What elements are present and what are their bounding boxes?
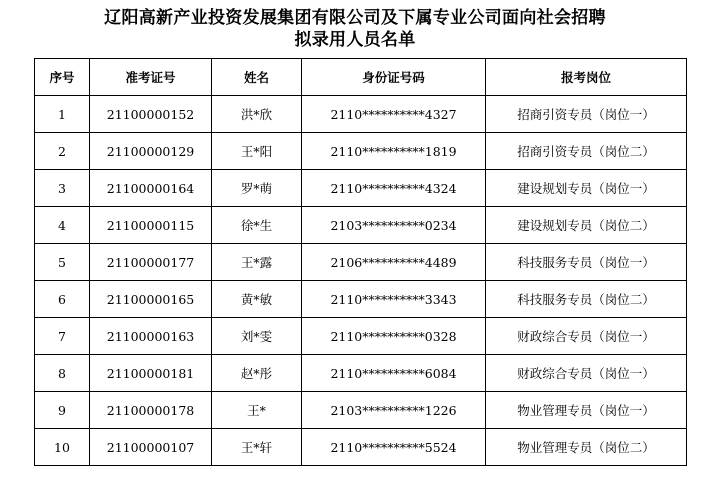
- header-serial: 序号: [35, 59, 90, 96]
- cell-exam-ticket: 21100000181: [90, 355, 212, 392]
- cell-position: 招商引资专员（岗位一）: [486, 96, 687, 133]
- document-title: 辽阳高新产业投资发展集团有限公司及下属专业公司面向社会招聘: [104, 8, 606, 28]
- hire-list-table: [34, 58, 687, 466]
- cell-id-number: 2110**********4324: [302, 170, 486, 207]
- cell-name: 王*轩: [212, 429, 302, 466]
- cell-exam-ticket: 21100000129: [90, 133, 212, 170]
- cell-exam-ticket: 21100000164: [90, 170, 212, 207]
- header-exam-ticket: 准考证号: [90, 59, 212, 96]
- document-subtitle: 拟录用人员名单: [294, 30, 416, 50]
- header-position: 报考岗位: [486, 59, 687, 96]
- table-row: [35, 133, 687, 170]
- cell-serial: 2: [35, 133, 90, 170]
- cell-position: 物业管理专员（岗位二）: [486, 429, 687, 466]
- cell-serial: 7: [35, 318, 90, 355]
- cell-name: 王*阳: [212, 133, 302, 170]
- cell-name: 赵*彤: [212, 355, 302, 392]
- cell-exam-ticket: 21100000107: [90, 429, 212, 466]
- cell-id-number: 2110**********1819: [302, 133, 486, 170]
- cell-serial: 6: [35, 281, 90, 318]
- cell-name: 罗*萌: [212, 170, 302, 207]
- cell-name: 洪*欣: [212, 96, 302, 133]
- cell-id-number: 2103**********0234: [302, 207, 486, 244]
- cell-exam-ticket: 21100000152: [90, 96, 212, 133]
- table-header-row: [35, 59, 687, 96]
- cell-id-number: 2110**********6084: [302, 355, 486, 392]
- cell-name: 徐*生: [212, 207, 302, 244]
- cell-name: 黄*敏: [212, 281, 302, 318]
- cell-exam-ticket: 21100000178: [90, 392, 212, 429]
- table-row: [35, 170, 687, 207]
- table-row: [35, 244, 687, 281]
- cell-id-number: 2103**********1226: [302, 392, 486, 429]
- cell-serial: 1: [35, 96, 90, 133]
- cell-position: 建设规划专员（岗位二）: [486, 207, 687, 244]
- cell-position: 科技服务专员（岗位一）: [486, 244, 687, 281]
- cell-name: 刘*雯: [212, 318, 302, 355]
- cell-id-number: 2110**********4327: [302, 96, 486, 133]
- cell-name: 王*: [212, 392, 302, 429]
- cell-serial: 10: [35, 429, 90, 466]
- table-row: [35, 392, 687, 429]
- cell-position: 财政综合专员（岗位一）: [486, 355, 687, 392]
- cell-exam-ticket: 21100000177: [90, 244, 212, 281]
- cell-id-number: 2106**********4489: [302, 244, 486, 281]
- cell-position: 建设规划专员（岗位一）: [486, 170, 687, 207]
- cell-position: 物业管理专员（岗位一）: [486, 392, 687, 429]
- cell-exam-ticket: 21100000163: [90, 318, 212, 355]
- table-row: [35, 207, 687, 244]
- cell-exam-ticket: 21100000165: [90, 281, 212, 318]
- cell-name: 王*露: [212, 244, 302, 281]
- table-row: [35, 318, 687, 355]
- table-row: [35, 355, 687, 392]
- table-row: [35, 96, 687, 133]
- cell-id-number: 2110**********3343: [302, 281, 486, 318]
- cell-serial: 3: [35, 170, 90, 207]
- header-name: 姓名: [212, 59, 302, 96]
- table-row: [35, 281, 687, 318]
- header-id-number: 身份证号码: [302, 59, 486, 96]
- cell-id-number: 2110**********5524: [302, 429, 486, 466]
- cell-serial: 5: [35, 244, 90, 281]
- cell-serial: 4: [35, 207, 90, 244]
- cell-serial: 9: [35, 392, 90, 429]
- cell-id-number: 2110**********0328: [302, 318, 486, 355]
- cell-position: 财政综合专员（岗位一）: [486, 318, 687, 355]
- cell-position: 科技服务专员（岗位二）: [486, 281, 687, 318]
- cell-serial: 8: [35, 355, 90, 392]
- table-row: [35, 429, 687, 466]
- cell-exam-ticket: 21100000115: [90, 207, 212, 244]
- cell-position: 招商引资专员（岗位二）: [486, 133, 687, 170]
